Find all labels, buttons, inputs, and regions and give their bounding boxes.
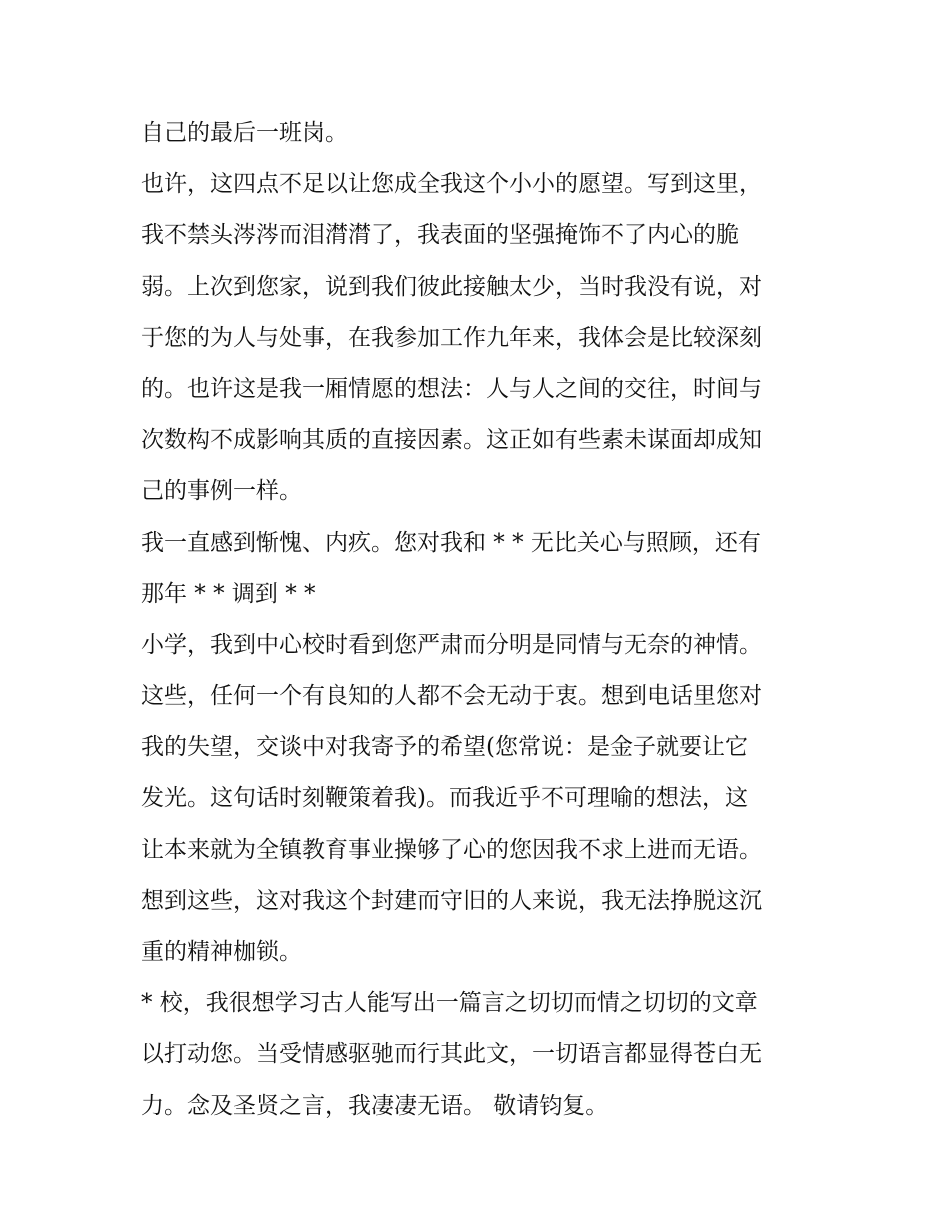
text-line: 我不禁头涔涔而泪潸潸了，我表面的坚强掩饰不了内心的脆 (141, 222, 739, 249)
text-line: 的。也许这是我一厢情愿的想法：人与人之间的交往，时间与 (141, 375, 762, 402)
text-line: 重的精神枷锁。 (141, 939, 302, 965)
text-line: 让本来就为全镇教育事业操够了心的您因我不求上进而无语。 (141, 836, 762, 863)
text-line: 自己的最后一班岗。 (141, 120, 348, 146)
text-line: * 校，我很想学习古人能写出一篇言之切切而情之切切的文章 (141, 990, 758, 1017)
text-line: 小学，我到中心校时看到您严肃而分明是同情与无奈的神情。 (141, 631, 762, 658)
text-line: 我的失望，交谈中对我寄予的希望(您常说：是金子就要让它 (141, 734, 748, 761)
text-line: 弱。上次到您家，说到我们彼此接触太少，当时我没有说，对 (141, 273, 762, 300)
text-line: 这些，任何一个有良知的人都不会无动于衷。想到电话里您对 (141, 683, 762, 710)
text-line: 己的事例一样。 (141, 478, 302, 505)
text-line: 于您的为人与处事，在我参加工作九年来，我体会是比较深刻 (141, 324, 762, 351)
text-line: 以打动您。当受情感驱驰而行其此文，一切语言都显得苍白无 (141, 1041, 762, 1068)
text-line: 发光。这句话时刻鞭策着我)。而我近乎不可理喻的想法，这 (141, 785, 748, 812)
text-line: 次数构不成影响其质的直接因素。这正如有些素未谋面却成知 (141, 427, 762, 454)
letter-body (141, 108, 831, 1132)
text-line: 我一直感到惭愧、内疚。您对我和 * * 无比关心与照顾，还有 (141, 529, 761, 556)
text-line: 也许，这四点不足以让您成全我这个小小的愿望。写到这里， (141, 171, 762, 198)
text-line: 那年 * * 调到 * * (141, 580, 316, 607)
text-line: 力。念及圣贤之言，我凄凄无语。 敬请钧复。 (141, 1092, 609, 1119)
text-line: 想到这些，这对我这个封建而守旧的人来说，我无法挣脱这沉 (141, 887, 762, 914)
